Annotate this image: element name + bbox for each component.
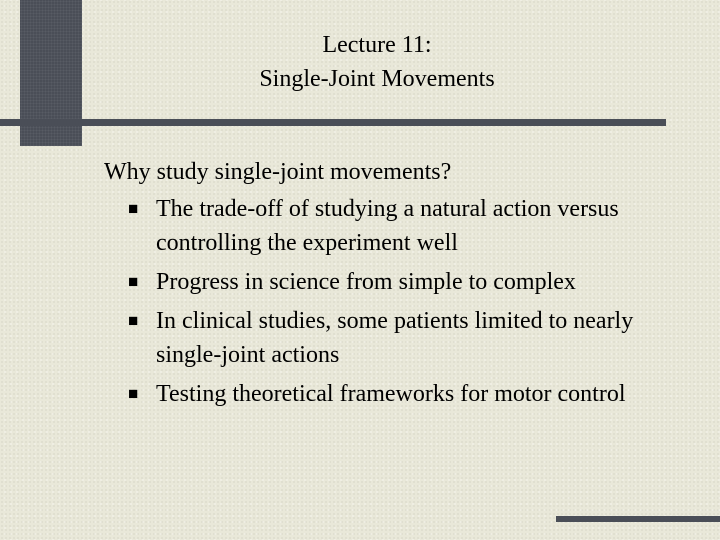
square-bullet-icon: ■: [128, 272, 139, 291]
slide-body: [104, 154, 704, 416]
bullet-list: [104, 192, 704, 411]
title-line-2: Single-Joint Movements: [259, 66, 495, 92]
square-bullet-icon: ■: [128, 311, 139, 330]
title-divider: [0, 119, 666, 126]
bullet-item: [104, 377, 676, 411]
bullet-text: Testing theoretical frameworks for motor control: [156, 381, 626, 407]
bullet-item: [104, 192, 676, 260]
bullet-item: [104, 265, 676, 299]
bullet-text: The trade-off of studying a natural action versus controlling the experiment well: [156, 196, 619, 256]
bullet-text: In clinical studies, some patients limited to nearly single-joint actions: [156, 308, 634, 368]
square-bullet-icon: ■: [128, 384, 139, 403]
footer-rule: [556, 516, 720, 522]
bullet-text: Progress in science from simple to complex: [156, 269, 576, 295]
title-line-1: Lecture 11:: [322, 32, 432, 58]
bullet-item: [104, 304, 676, 372]
slide-title: [140, 28, 614, 96]
square-bullet-icon: ■: [128, 199, 139, 218]
question-heading: Why study single-joint movements?: [104, 159, 452, 185]
